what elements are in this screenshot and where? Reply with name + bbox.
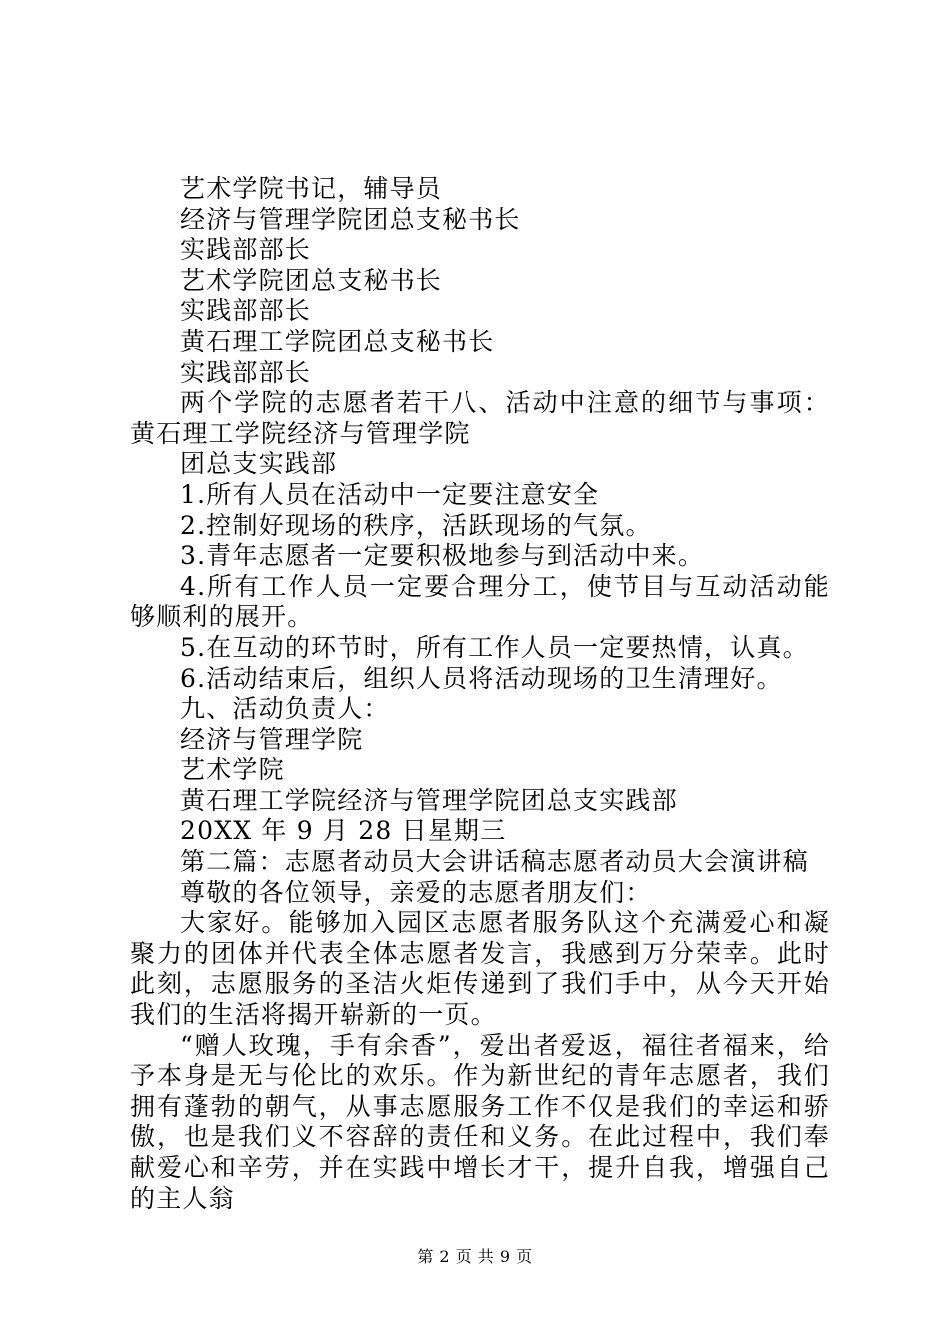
paragraph: 大家好。能够加入园区志愿者服务队这个充满爱心和凝聚力的团体并代表全体志愿者发言，我感到万分荣幸。此时此刻，志愿服务的圣洁火炬传递到了我们手中，从今天开始我们的生活将揭开崭新的一页。	[130, 908, 830, 1030]
text-line: 1.所有人员在活动中一定要注意安全	[180, 479, 600, 509]
text-line: 黄石理工学院经济与管理学院团总支实践部	[180, 785, 678, 815]
salutation: 尊敬的各位领导，亲爱的志愿者朋友们：	[180, 877, 652, 907]
text-line: 艺术学院	[180, 755, 285, 785]
text-line: 实践部部长	[180, 235, 312, 265]
paragraph: 两个学院的志愿者若干八、活动中注意的细节与事项：黄石理工学院经济与管理学院	[130, 388, 830, 448]
text-line: 团总支实践部	[180, 449, 338, 479]
paragraph: 4.所有工作人员一定要合理分工，使节目与互动活动能够顺利的展开。	[130, 571, 830, 632]
text-line: 5.在互动的环节时，所有工作人员一定要热情，认真。	[180, 632, 809, 662]
date-line: 20XX 年 9 月 28 日星期三	[180, 816, 507, 846]
text-line: 实践部部长	[180, 296, 312, 326]
text-line: 6.活动结束后，组织人员将活动现场的卫生清理好。	[180, 663, 783, 693]
text-line: 实践部部长	[180, 357, 312, 387]
text-line: 2.控制好现场的秩序，活跃现场的气氛。	[180, 510, 652, 540]
text-line: 3.青年志愿者一定要积极地参与到活动中来。	[180, 541, 705, 571]
text-line: 艺术学院团总支秘书长	[180, 265, 443, 295]
paragraph: “赠人玫瑰，手有余香”，爱出者爱返，福往者福来，给予本身是无与伦比的欢乐。作为新世纪的青年志愿者，我们拥有蓬勃的朝气，从事志愿服务工作不仅是我们的幸运和骄傲，也是我们义不容辞的责任和义务。在此过程中，我们奉献爱心和辛劳，并在实践中增长才干，提升自我，增强自己的主人翁	[130, 1030, 830, 1213]
text-line: 黄石理工学院团总支秘书长	[180, 326, 495, 356]
document-body	[130, 174, 830, 1214]
section-heading: 第二篇：志愿者动员大会讲话稿志愿者动员大会演讲稿	[180, 847, 809, 877]
text-line: 经济与管理学院团总支秘书长	[180, 204, 521, 234]
text-line: 经济与管理学院	[180, 724, 364, 754]
text-line: 艺术学院书记，辅导员	[180, 174, 443, 203]
section-heading: 九、活动负责人：	[180, 694, 390, 724]
page-footer: 第 2 页 共 9 页	[417, 1247, 533, 1266]
